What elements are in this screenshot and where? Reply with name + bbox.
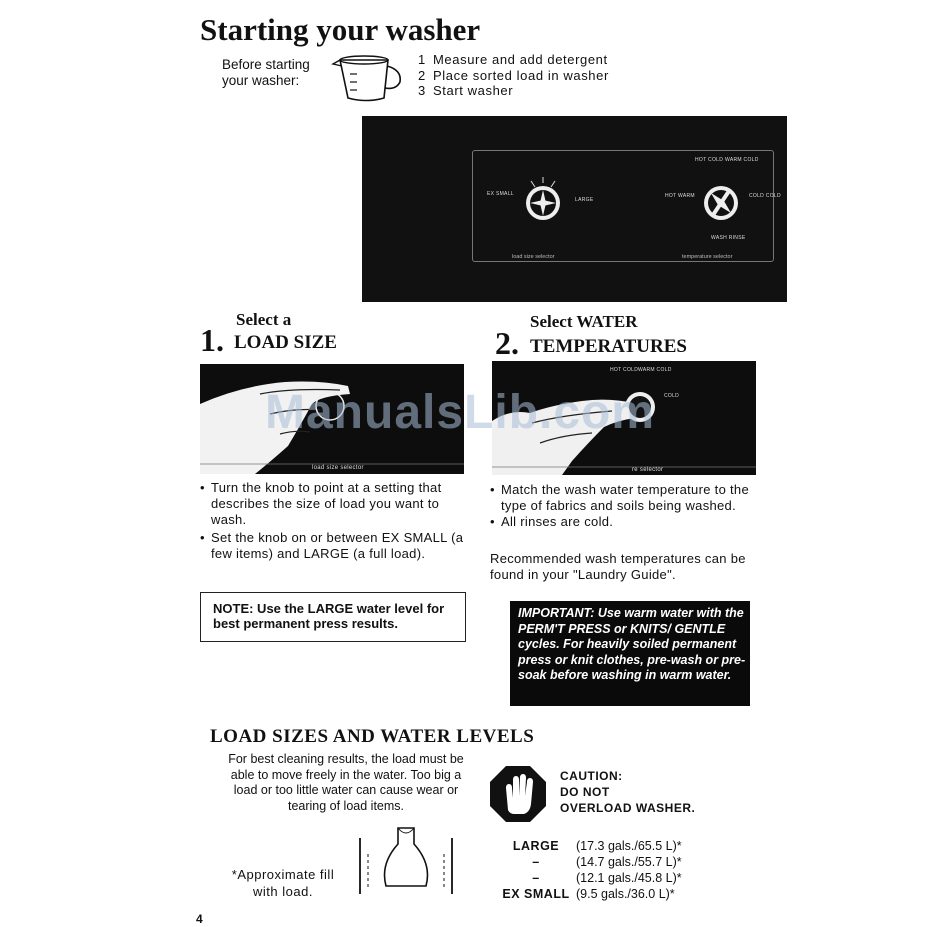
list-item: EX SMALL (9.5 gals./36.0 L)* [502, 887, 675, 901]
watermark: ManualsLib.com [265, 386, 656, 439]
note-text: NOTE: Use the LARGE water level for best permanent press results. [213, 601, 445, 631]
panel-hot-warm-label: HOT WARM [665, 193, 695, 199]
caution-text: CAUTION: DO NOT OVERLOAD WASHER. [560, 769, 696, 815]
page-title: Starting your washer [200, 12, 481, 47]
best-results-text: For best cleaning results, the load must be able to move freely in the water. Too big a load or too little water can cause wear or tearing of load items. [228, 752, 464, 813]
panel-large-label: LARGE [575, 197, 594, 203]
measuring-cup-icon [330, 52, 405, 104]
panel-hot-cold-label: HOT COLD [695, 157, 724, 163]
list-item: LARGE (17.3 gals./65.5 L)* [512, 839, 682, 853]
list-item: • All rinses are cold. [490, 514, 614, 529]
steps-list [418, 52, 609, 99]
step-item: 3 Start washer [418, 83, 514, 98]
list-item: • Match the wash water temperature to the type of fabrics and soils being washed. [490, 482, 749, 513]
photo2-cold-label: COLD [664, 393, 680, 399]
before-starting-label: Before starting your washer: [222, 57, 310, 88]
photo2-caption: re selector [632, 467, 664, 473]
important-box [510, 601, 750, 706]
load-sizes-heading: LOAD SIZES AND WATER LEVELS [210, 726, 535, 747]
photo2-warm-cold-label: WARM COLD [638, 367, 672, 373]
recommended-text: Recommended wash temperatures can be found in your "Laundry Guide". [490, 551, 746, 582]
page-number: 4 [196, 912, 203, 926]
step-item: 2 Place sorted load in washer [418, 67, 609, 83]
panel-cold-cold-label: COLD COLD [749, 193, 781, 199]
section2-bullets [490, 482, 762, 530]
panel-ex-small-label: EX SMALL [487, 191, 514, 197]
water-levels-list [496, 838, 682, 902]
section1-line2: LOAD SIZE [234, 332, 337, 353]
photo2-hot-cold-label: HOT COLD [610, 367, 639, 373]
control-panel-image [362, 116, 787, 302]
section1-bullets [200, 480, 464, 562]
control-panel-frame [472, 150, 781, 262]
list-item: – (14.7 gals./55.7 L)* [532, 855, 682, 869]
list-item: – (12.1 gals./45.8 L)* [532, 871, 682, 885]
stop-hand-icon [488, 764, 548, 824]
section2-line1: Select WATER [530, 312, 638, 331]
washer-fill-illustration [352, 824, 462, 904]
panel-load-caption: load size selector [512, 254, 555, 260]
important-text: IMPORTANT: Use warm water with the PERM'T PRESS or KNITS/ GENTLE cycles. For heavily soiled permanent press or knit clothes, pre-wash or pre-soak before washing in warm water. [518, 606, 746, 682]
list-item: • Turn the knob to point at a setting that describes the size of load you want to wash. [200, 480, 442, 527]
photo1-caption: load size selector [312, 465, 364, 471]
section1-line1: Select a [236, 310, 292, 329]
list-item: • Set the knob on or between EX SMALL (a few items) and LARGE (a full load). [200, 530, 464, 561]
section1-number: 1. [200, 322, 224, 358]
note-box [200, 592, 466, 642]
panel-warm-cold-label: WARM COLD [725, 157, 759, 163]
temperature-knob-icon [691, 173, 751, 233]
approximate-fill-note: *Approximate fill with load. [231, 867, 335, 899]
load-size-knob-icon [513, 173, 573, 233]
section2-line2: TEMPERATURES [530, 336, 687, 357]
step-item: 1 Measure and add detergent [418, 52, 608, 67]
panel-temp-caption: temperature selector [682, 254, 733, 260]
section2-number: 2. [495, 325, 519, 361]
panel-wash-rinse-label: WASH RINSE [711, 235, 746, 241]
